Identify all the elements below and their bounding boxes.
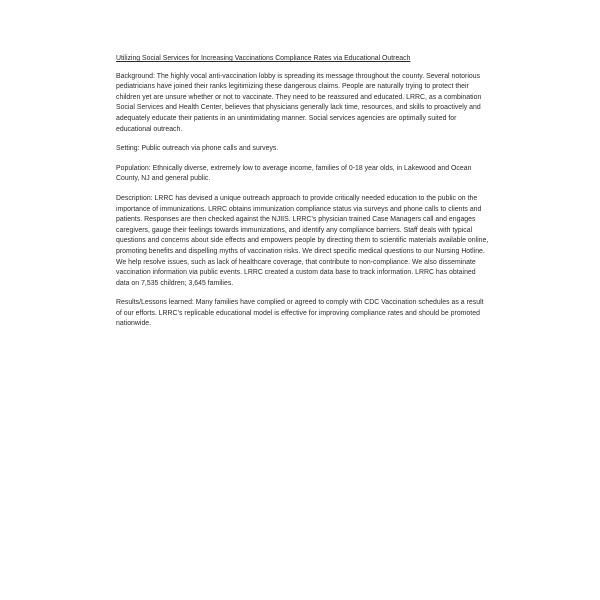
results-paragraph: Results/Lessons learned: Many families have complied or agreed to comply with CDC Vaccination schedules as a result of our efforts. LRRC’s replicable educational model is effective for improving compliance rates and should be promoted nationwide.: [116, 299, 484, 328]
document-title: Utilizing Social Services for Increasing Vaccinations Compliance Rates via Educational Outreach: [116, 55, 411, 62]
setting-paragraph: Setting: Public outreach via phone calls and surveys.: [116, 145, 279, 153]
background-paragraph: Background: The highly vocal anti-vaccination lobby is spreading its message throughout the county. Several notorious pediatricians have joined their ranks legitimizing these dangerous claims. People are naturally trying to protect their children yet are unsure whether or not to vaccinate. They need to be reassured and educated. LRRC, as a combination Social Services and Health Center, believes that physicians generally lack time, resources, and skills to proactively and adequately educate their patients in an unintimidating manner. Social services agencies are optimally suited for educational outreach.: [116, 72, 482, 133]
population-paragraph: Population: Ethnically diverse, extremely low to average income, families of 0-18 year olds, in Lakewood and Ocean County, NJ and general public.: [116, 164, 472, 183]
document-body: [116, 54, 491, 339]
description-paragraph: Description: LRRC has devised a unique outreach approach to provide critically needed education to the public on the importance of immunizations. LRRC obtains immunization compliance status via surveys and phone calls to clients and patients. Responses are then checked against the NJIIS. LRRC’s physician trained Case Managers call and engages caregivers, gauge their feelings towards immunizations, and identify any compliance barriers. Staff deals with typical questions and concerns about side effects and empowers people by directing them to scientific materials available online, promoting benefits and dispelling myths of vaccination risks. We direct specific medical questions to our Nursing Hotline. We help resolve issues, such as lack of healthcare coverage, that contribute to non-compliance. We also disseminate vaccination information via public events. LRRC created a custom data base to track information. LRRC has obtained data on 7,535 children; 3,645 families.: [116, 194, 489, 287]
